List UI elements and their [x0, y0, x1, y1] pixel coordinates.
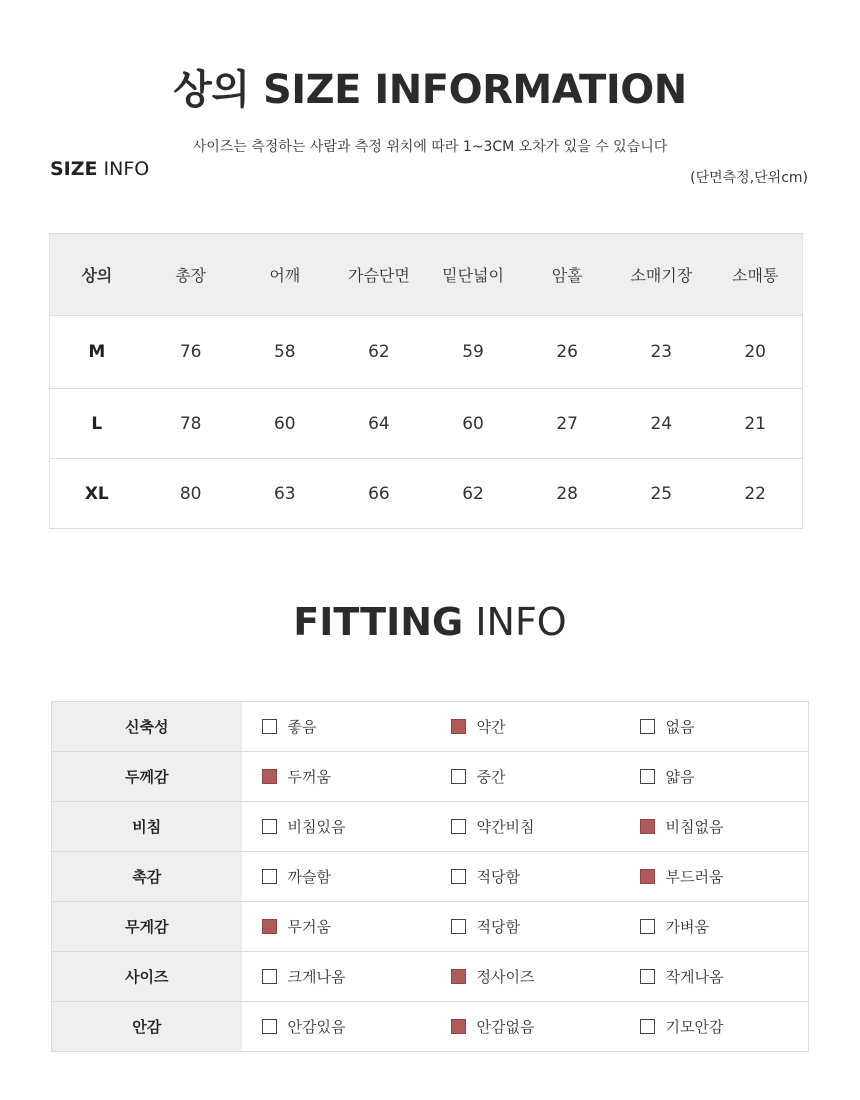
size-header-cell: 소매통: [708, 234, 802, 316]
fitting-category: 안감: [52, 1002, 242, 1052]
size-value-cell: 60: [462, 413, 484, 434]
size-label-cell: L: [91, 413, 103, 434]
size-header-cell: 소매기장: [614, 234, 708, 316]
fitting-option: [620, 852, 809, 902]
table-row: [50, 316, 803, 389]
size-header-cell: 어깨: [238, 234, 332, 316]
fitting-option: [431, 752, 620, 802]
measurement-notice: 사이즈는 측정하는 사람과 측정 위치에 따라 1~3CM 오차가 있을 수 있습니다: [192, 139, 668, 155]
unchecked-box-icon: [262, 719, 277, 734]
size-header-cell: 밑단넓이: [426, 234, 520, 316]
fitting-option: [242, 1002, 431, 1052]
size-table: [49, 233, 803, 529]
fitting-option-label: 없음: [665, 718, 695, 736]
fitting-option-label: 약간: [476, 718, 506, 736]
fitting-row: [52, 752, 809, 802]
fitting-option-label: 적당함: [476, 918, 520, 936]
fitting-option-label: 약간비침: [476, 818, 535, 836]
fitting-option: [242, 852, 431, 902]
fitting-option-label: 적당함: [476, 868, 520, 886]
fitting-row: [52, 902, 809, 952]
fitting-option-label: 중간: [476, 768, 506, 786]
checked-box-icon: [451, 719, 466, 734]
size-label-cell: M: [88, 342, 106, 362]
fitting-option: [431, 852, 620, 902]
fitting-category: 사이즈: [52, 952, 242, 1002]
fitting-title-bold: FITTING: [293, 600, 464, 644]
fitting-option: [431, 802, 620, 852]
size-value-cell: 60: [273, 413, 296, 434]
unchecked-box-icon: [451, 869, 466, 884]
fitting-option-label: 좋음: [287, 718, 317, 736]
size-info-label: [50, 158, 149, 180]
unchecked-box-icon: [640, 769, 655, 784]
unchecked-box-icon: [640, 1019, 655, 1034]
fitting-row: [52, 952, 809, 1002]
fitting-info-title: [0, 600, 860, 644]
fitting-option-label: 작게나옴: [665, 968, 724, 986]
size-value-cell: 62: [368, 342, 390, 362]
fitting-option: [242, 802, 431, 852]
size-value-cell: 64: [368, 413, 390, 434]
size-value-cell: 76: [179, 342, 202, 362]
checked-box-icon: [451, 1019, 466, 1034]
unchecked-box-icon: [262, 869, 277, 884]
size-value-cell: 78: [179, 413, 202, 434]
checked-box-icon: [262, 919, 277, 934]
fitting-option-label: 까슬함: [287, 868, 331, 886]
checked-box-icon: [640, 819, 655, 834]
size-value-cell: 25: [650, 483, 673, 504]
size-info-bold: SIZE: [50, 158, 98, 180]
size-value-cell: 20: [744, 342, 766, 362]
size-value-cell: 58: [273, 342, 296, 362]
fitting-row: [52, 802, 809, 852]
size-info-rest: INFO: [97, 158, 150, 180]
size-value-cell: 59: [462, 342, 484, 362]
size-value-cell: 63: [273, 483, 296, 504]
fitting-option: [620, 752, 809, 802]
size-value-cell: 26: [556, 342, 578, 362]
fitting-option: [620, 702, 809, 752]
fitting-option-label: 기모안감: [665, 1018, 724, 1036]
fitting-row: [52, 852, 809, 902]
fitting-option-label: 정사이즈: [476, 968, 535, 986]
fitting-row: [52, 1002, 809, 1052]
size-value-cell: 28: [556, 483, 578, 504]
size-value-cell: 80: [179, 483, 202, 504]
fitting-category: 두께감: [52, 752, 242, 802]
unit-note: (단면측정,단위cm): [690, 170, 808, 186]
fitting-category: 신축성: [52, 702, 242, 752]
size-header-cell: 암홀: [520, 234, 614, 316]
page-title: 상의 SIZE INFORMATION: [173, 67, 687, 113]
fitting-option-label: 안감없음: [476, 1018, 535, 1036]
fitting-option: [431, 902, 620, 952]
fitting-row: [52, 702, 809, 752]
fitting-category: 비침: [52, 802, 242, 852]
fitting-option: [242, 902, 431, 952]
fitting-option-label: 가벼움: [665, 918, 709, 936]
size-value-cell: 62: [462, 483, 484, 504]
fitting-option: [242, 752, 431, 802]
size-value-cell: 22: [744, 483, 766, 504]
fitting-option: [431, 952, 620, 1002]
unchecked-box-icon: [451, 919, 466, 934]
unchecked-box-icon: [262, 1019, 277, 1034]
size-value-cell: 24: [650, 413, 673, 434]
checked-box-icon: [640, 869, 655, 884]
unchecked-box-icon: [640, 969, 655, 984]
unchecked-box-icon: [262, 969, 277, 984]
unchecked-box-icon: [451, 769, 466, 784]
fitting-option: [620, 902, 809, 952]
fitting-option-label: 비침있음: [287, 818, 346, 836]
fitting-option: [431, 1002, 620, 1052]
size-table-header-row: [50, 234, 803, 316]
fitting-option: [242, 952, 431, 1002]
unchecked-box-icon: [640, 719, 655, 734]
fitting-option-label: 두꺼움: [287, 768, 331, 786]
table-row: [50, 389, 803, 459]
fitting-option-label: 비침없음: [665, 818, 724, 836]
fitting-option: [620, 952, 809, 1002]
fitting-option: [620, 1002, 809, 1052]
fitting-title-rest: INFO: [463, 600, 567, 644]
unchecked-box-icon: [640, 919, 655, 934]
fitting-option: [242, 702, 431, 752]
size-value-cell: 66: [368, 483, 390, 504]
fitting-option-label: 얇음: [665, 768, 695, 786]
fitting-option: [431, 702, 620, 752]
fitting-category: 무게감: [52, 902, 242, 952]
table-row: [50, 459, 803, 529]
size-value-cell: 21: [744, 413, 766, 434]
size-header-cell: 총장: [144, 234, 238, 316]
checked-box-icon: [262, 769, 277, 784]
fitting-category: 촉감: [52, 852, 242, 902]
size-header-cell: 상의: [50, 234, 144, 316]
fitting-option-label: 안감있음: [287, 1018, 346, 1036]
checked-box-icon: [451, 969, 466, 984]
fitting-option-label: 크게나옴: [287, 968, 346, 986]
size-header-cell: 가슴단면: [332, 234, 426, 316]
fitting-option-label: 무거움: [287, 918, 331, 936]
fitting-option-label: 부드러움: [665, 868, 724, 886]
size-label-cell: XL: [84, 483, 109, 504]
fitting-option: [620, 802, 809, 852]
fitting-table: [51, 701, 809, 1052]
unchecked-box-icon: [262, 819, 277, 834]
size-value-cell: 23: [650, 342, 673, 362]
size-value-cell: 27: [556, 413, 578, 434]
unchecked-box-icon: [451, 819, 466, 834]
